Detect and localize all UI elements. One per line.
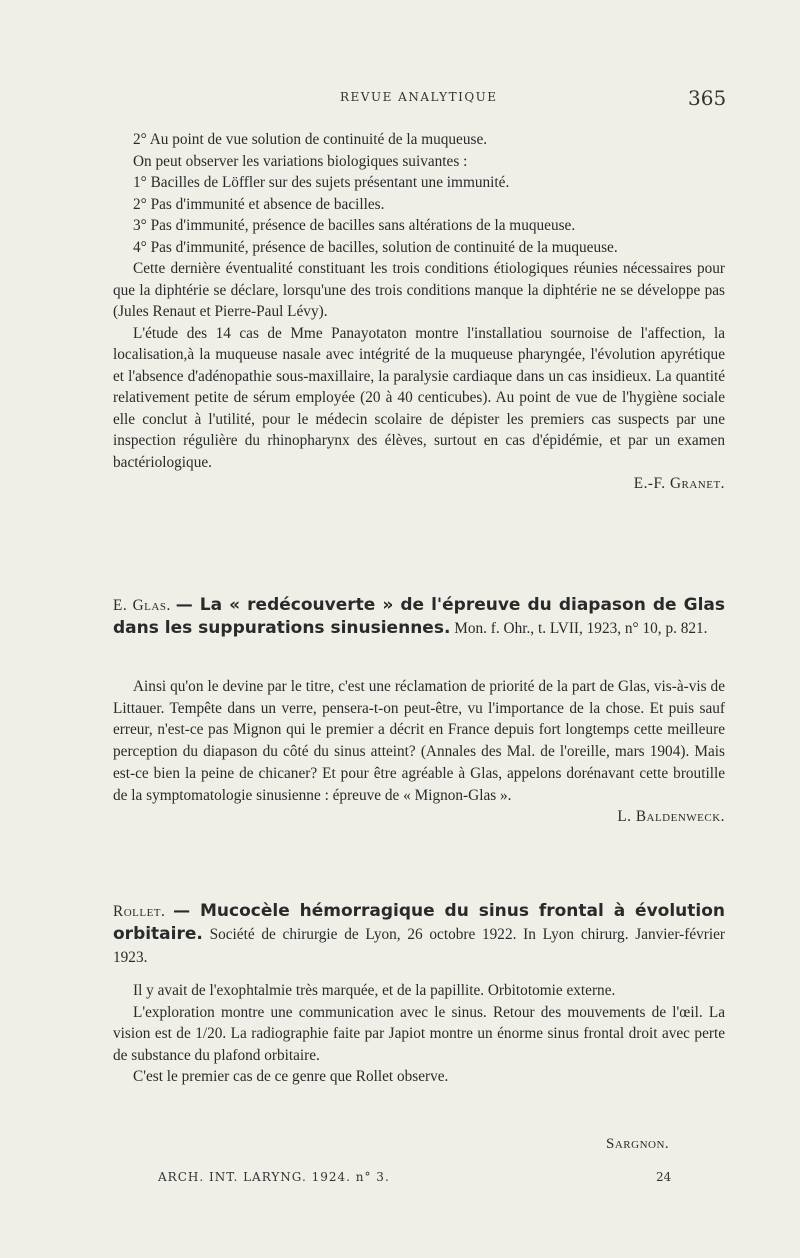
section-diphtheria-conclusion <box>113 129 725 495</box>
page-number: 365 <box>688 86 727 110</box>
paragraph: 2° Pas d'immunité et absence de bacilles. <box>133 195 385 213</box>
paragraph: Cette dernière éventualité constituant les trois conditions étiologiques réunies nécessaires pour que la diphtérie se déclare, lorsqu'une des trois conditions manque la diphtérie ne se développe pas (Jules Renaut et Pierre-Paul Lévy). <box>113 260 725 320</box>
signature: E.-F. Granet. <box>633 475 725 492</box>
page-header <box>0 86 800 116</box>
running-head: REVUE ANALYTIQUE <box>340 90 498 104</box>
signature: L. Baldenweck. <box>617 808 725 826</box>
article-title: — Mucocèle hémorragique du sinus frontal à évolution orbitaire. <box>113 901 725 944</box>
paragraph: On peut observer les variations biologiques suivantes : <box>133 152 468 170</box>
paragraph: C'est le premier cas de ce genre que Rollet observe. <box>133 1068 449 1085</box>
article-rollet-heading <box>113 900 725 969</box>
paragraph: 4° Pas d'immunité, présence de bacilles, solution de continuité de la muqueuse. <box>133 238 618 256</box>
article-title: — La « redécouverte » de l'épreuve du diapason de Glas dans les suppurations sinusiennes. <box>113 595 725 638</box>
paragraph: 3° Pas d'immunité, présence de bacilles sans altérations de la muqueuse. <box>133 217 576 234</box>
article-source: Mon. f. Ohr., t. LVII, 1923, n° 10, p. 821. <box>454 620 708 637</box>
sheet-number: 24 <box>656 1170 672 1184</box>
article-author: Rollet. <box>113 903 166 920</box>
paragraph: 2° Au point de vue solution de continuité de la muqueuse. <box>133 131 488 148</box>
article-glas-heading <box>113 594 725 640</box>
paragraph: Il y avait de l'exophtalmie très marquée, et de la papillite. Orbitotomie externe. <box>133 982 616 999</box>
article-rollet-body <box>113 980 725 1088</box>
article-author: E. Glas. <box>113 597 171 614</box>
paragraph: 1° Bacilles de Löffler sur des sujets présentant une immunité. <box>133 174 510 191</box>
paragraph: Ainsi qu'on le devine par le titre, c'est une réclamation de priorité de la part de Glas, vis-à-vis de Littauer. Tempête dans un verre, pensera-t-on peut-être, vu l'importance de la chose. Et puis sauf erreur, n'est-ce pas Mignon qui le premier a décrit en France depuis fort longtemps cette meilleure perception du diapason du côté du sinus atteint? (Annales des Mal. de l'oreille, mars 1904). Mais est-ce bien la peine de chicaner? Et pour être agréable à Glas, appelons dorénavant cette broutille de la symptomatologie sinusienne : épreuve de « Mignon-Glas ». <box>113 678 725 804</box>
signature: Sargnon. <box>606 1136 670 1152</box>
article-source: Société de chirurgie de Lyon, 26 octobre 1922. In Lyon chirurg. Janvier-février 1923. <box>113 926 725 966</box>
paragraph: L'étude des 14 cas de Mme Panayotaton montre l'installatiou sournoise de l'affection, la localisation,à la muqueuse nasale avec intégrité de la muqueuse pharyngée, l'évolution apyrétique et l'absence d'adénopathie sous-maxillaire, la paralysie cardiaque dans un cas insidieux. La quantité relativement petite de sérum employée (20 à 40 centicubes). Au point de vue de l'hygiène sociale elle conclut à l'utilité, pour le médecin scolaire de dépister les premiers cas suspects par une inspection régulière du rhinopharynx des élèves, surtout en cas d'épidémie, et par un examen bactériologique. <box>113 324 725 471</box>
paragraph: L'exploration montre une communication avec le sinus. Retour des mouvements de l'œil. La vision est de 1/20. La radiographie faite par Japiot montre un énorme sinus frontal droit avec perte de substance du plafond orbitaire. <box>113 1003 725 1064</box>
article-glas-body <box>113 676 725 828</box>
journal-reference: ARCH. INT. LARYNG. 1924. n° 3. <box>158 1170 390 1184</box>
